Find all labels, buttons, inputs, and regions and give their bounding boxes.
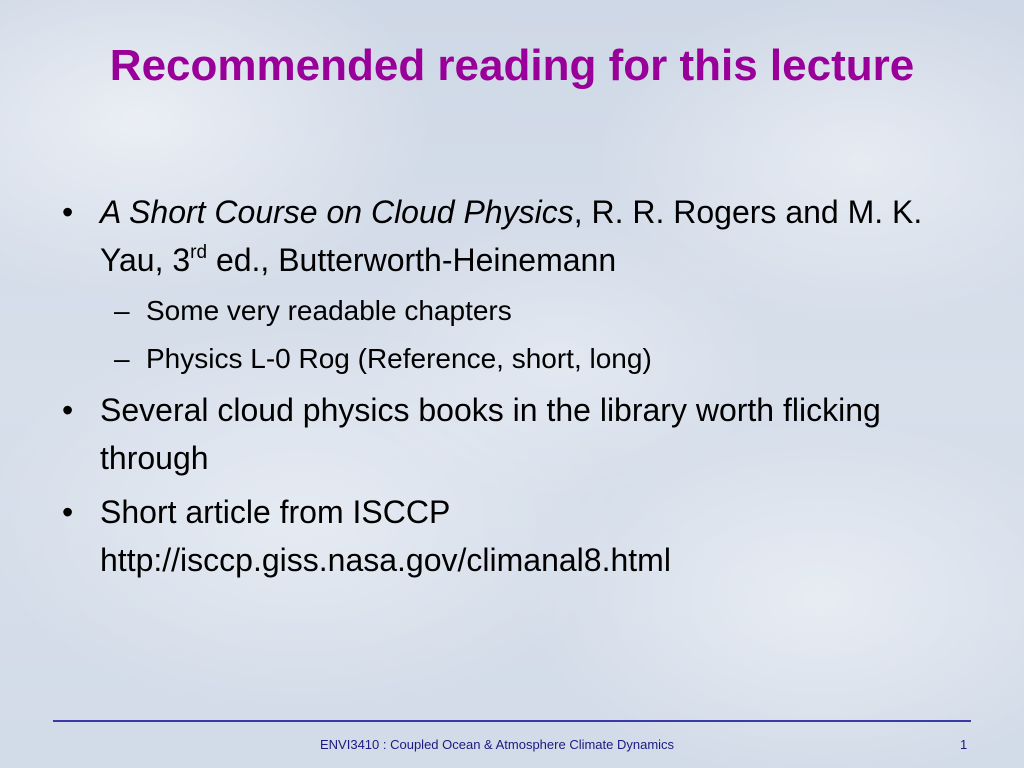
bullet-text: Several cloud physics books in the library worth flicking through [100,392,881,476]
footer-course-title: ENVI3410 : Coupled Ocean & Atmosphere Climate Dynamics [320,737,675,752]
book-details-cont: ed., Butterworth-Heinemann [207,242,617,278]
sub-bullet-item [58,338,958,380]
sub-bullet-item [58,290,958,332]
bullet-text: Short article from ISCCP [100,494,451,530]
book-title: A Short Course on Cloud Physics [100,194,574,230]
slide-content [58,188,958,590]
footer-divider [53,720,971,722]
sub-bullet-text: Physics L-0 Rog (Reference, short, long) [146,343,652,374]
superscript: rd [190,242,208,263]
sub-bullet-text: Some very readable chapters [146,295,512,326]
dash-marker: – [114,343,130,374]
bullet-item [58,386,958,482]
page-number: 1 [960,737,968,752]
slide-title: Recommended reading for this lecture [109,41,915,90]
isccp-url[interactable]: http://isccp.giss.nasa.gov/climanal8.html [100,542,671,578]
bullet-marker: • [62,494,74,530]
bullet-marker: • [62,194,74,230]
bullet-item [58,488,958,584]
book-details: , R. R. Rogers and M. K. Yau, 3 [100,194,923,278]
bullet-marker: • [62,392,74,428]
dash-marker: – [114,295,130,326]
bullet-item [58,188,958,284]
